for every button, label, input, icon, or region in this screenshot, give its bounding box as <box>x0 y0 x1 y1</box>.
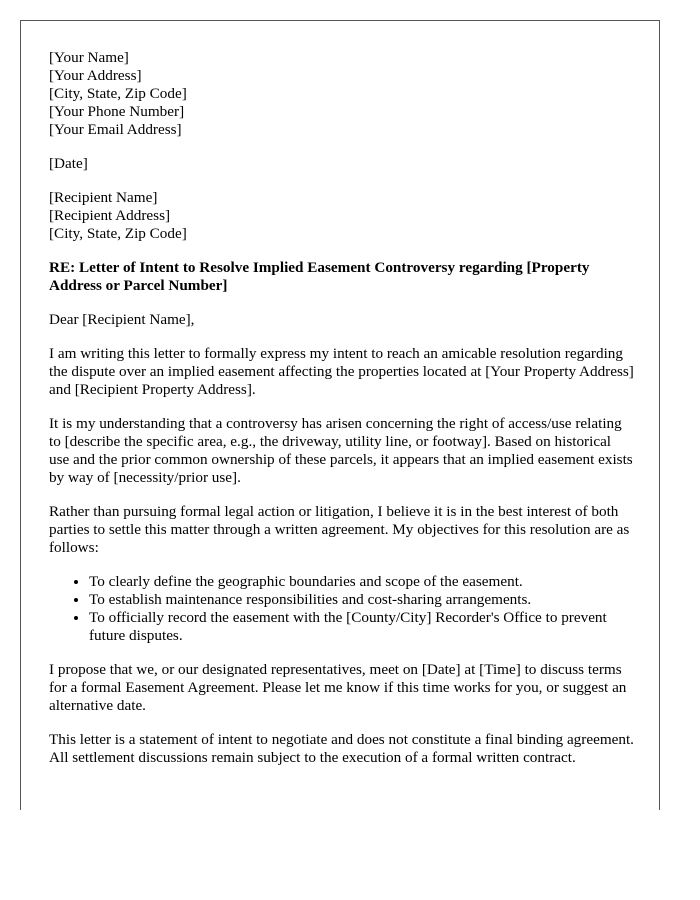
list-item: • To clearly define the geographic boundaries and scope of the easement. <box>89 573 634 591</box>
sender-city-state-zip: [City, State, Zip Code] <box>49 85 187 102</box>
sender-address-block <box>49 49 634 139</box>
paragraph-objectives-intro: Rather than pursuing formal legal action or litigation, I believe it is in the best interest of both parties to settle this matter through a written agreement. My objectives for this resolution are as follows: <box>49 503 630 556</box>
letter-body <box>49 49 634 783</box>
list-item: • To establish maintenance responsibilities and cost-sharing arrangements. <box>89 591 634 609</box>
sender-phone: [Your Phone Number] <box>49 103 185 120</box>
salutation: Dear [Recipient Name], <box>49 311 195 328</box>
list-item: • To officially record the easement with the [County/City] Recorder's Office to prevent future disputes. <box>89 609 634 645</box>
sender-address: [Your Address] <box>49 67 142 84</box>
sender-email: [Your Email Address] <box>49 121 182 138</box>
date-text: [Date] <box>49 155 88 172</box>
letter-page <box>20 20 660 810</box>
paragraph-intro: I am writing this letter to formally express my intent to reach an amicable resolution regarding the dispute over an implied easement affecting the properties located at [Your Property Address] and [Recipient Property Address]. <box>49 345 634 398</box>
recipient-address: [Recipient Address] <box>49 207 171 224</box>
subject-line: RE: Letter of Intent to Resolve Implied Easement Controversy regarding [Property Address or Parcel Number] <box>49 259 590 294</box>
recipient-name: [Recipient Name] <box>49 189 158 206</box>
letter-date <box>49 155 634 173</box>
sender-name: [Your Name] <box>49 49 129 66</box>
recipient-city-state-zip: [City, State, Zip Code] <box>49 225 187 242</box>
recipient-address-block <box>49 189 634 243</box>
paragraph-understanding: It is my understanding that a controversy has arisen concerning the right of access/use relating to [describe the specific area, e.g., the driveway, utility line, or footway]. Based on historical use and the prior common ownership of these parcels, it appears that an implied easement exists by way of [necessity/prior use]. <box>49 415 633 486</box>
objectives-list <box>49 573 634 645</box>
paragraph-proposal: I propose that we, or our designated representatives, meet on [Date] at [Time] to discuss terms for a formal Easement Agreement. Please let me know if this time works for you, or suggest an alternative date. <box>49 661 627 714</box>
paragraph-closing: This letter is a statement of intent to negotiate and does not constitute a final binding agreement. All settlement discussions remain subject to the execution of a formal written contract. <box>49 731 634 766</box>
